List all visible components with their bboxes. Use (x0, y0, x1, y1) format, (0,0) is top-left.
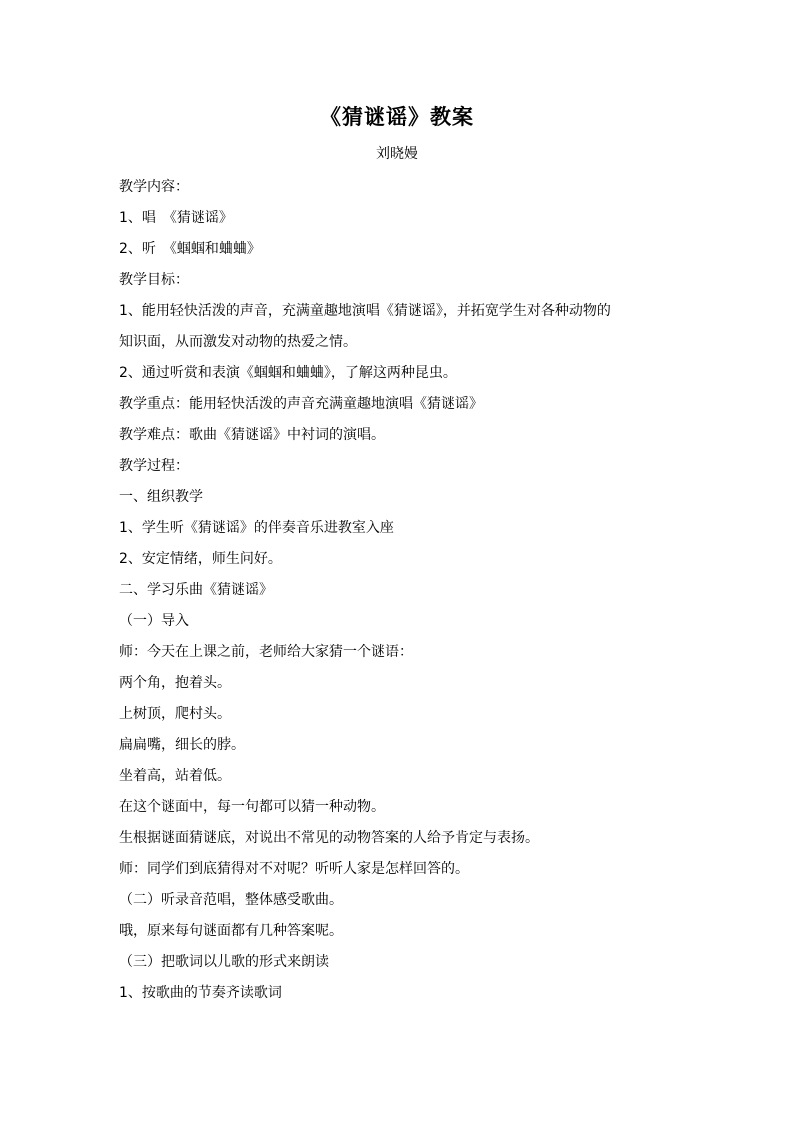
text-line: 两个角，抱着头。 (119, 675, 231, 691)
text-line: 教学难点：歌曲《猜谜谣》中衬词的演唱。 (119, 427, 385, 443)
document-title: 《猜谜谣》教案 (320, 105, 474, 129)
text-line: 师：今天在上课之前，老师给大家猜一个谜语： (119, 644, 413, 660)
document-author: 刘晓嫚 (376, 146, 418, 162)
text-line: 1、按歌曲的节奏齐读歌词 (119, 985, 282, 1001)
text-line: 师：同学们到底猜得对不对呢？听听人家是怎样回答的。 (119, 861, 469, 877)
text-line: 1、能用轻快活泼的声音，充满童趣地演唱《猜谜谣》，并拓宽学生对各种动物的 (119, 303, 611, 319)
text-line: 2、听 《蝈蝈和蛐蛐》 (119, 241, 261, 257)
text-line: 上树顶，爬村头。 (119, 706, 231, 722)
text-line: 教学目标： (119, 272, 189, 288)
text-line: 1、唱 《猜谜谣》 (119, 210, 233, 226)
text-line: 教学内容： (119, 179, 189, 195)
text-line: 知识面，从而激发对动物的热爱之情。 (119, 334, 357, 350)
text-line: 扁扁嘴，细长的脖。 (119, 737, 245, 753)
text-line: 二、学习乐曲《猜谜谣》 (119, 582, 273, 598)
text-line: （三）把歌词以儿歌的形式来朗读 (119, 954, 329, 970)
text-line: 一、组织教学 (119, 489, 203, 505)
text-line: 生根据谜面猜谜底，对说出不常见的动物答案的人给予肯定与表扬。 (119, 830, 539, 846)
text-line: 教学重点：能用轻快活泼的声音充满童趣地演唱《猜谜谣》 (119, 396, 483, 412)
text-line: 1、学生听《猜谜谣》的伴奏音乐进教室入座 (119, 520, 394, 536)
text-line: 2、安定情绪，师生问好。 (119, 551, 282, 567)
text-line: 坐着高，站着低。 (119, 768, 231, 784)
text-line: （一）导入 (119, 613, 189, 629)
document-body (119, 172, 689, 1009)
text-line: 2、通过听赏和表演《蝈蝈和蛐蛐》，了解这两种昆虫。 (119, 365, 457, 381)
text-line: 哦，原来每句谜面都有几种答案呢。 (119, 923, 343, 939)
text-line: （二）听录音范唱，整体感受歌曲。 (119, 892, 343, 908)
text-line: 在这个谜面中，每一句都可以猜一种动物。 (119, 799, 385, 815)
text-line: 教学过程： (119, 458, 189, 474)
